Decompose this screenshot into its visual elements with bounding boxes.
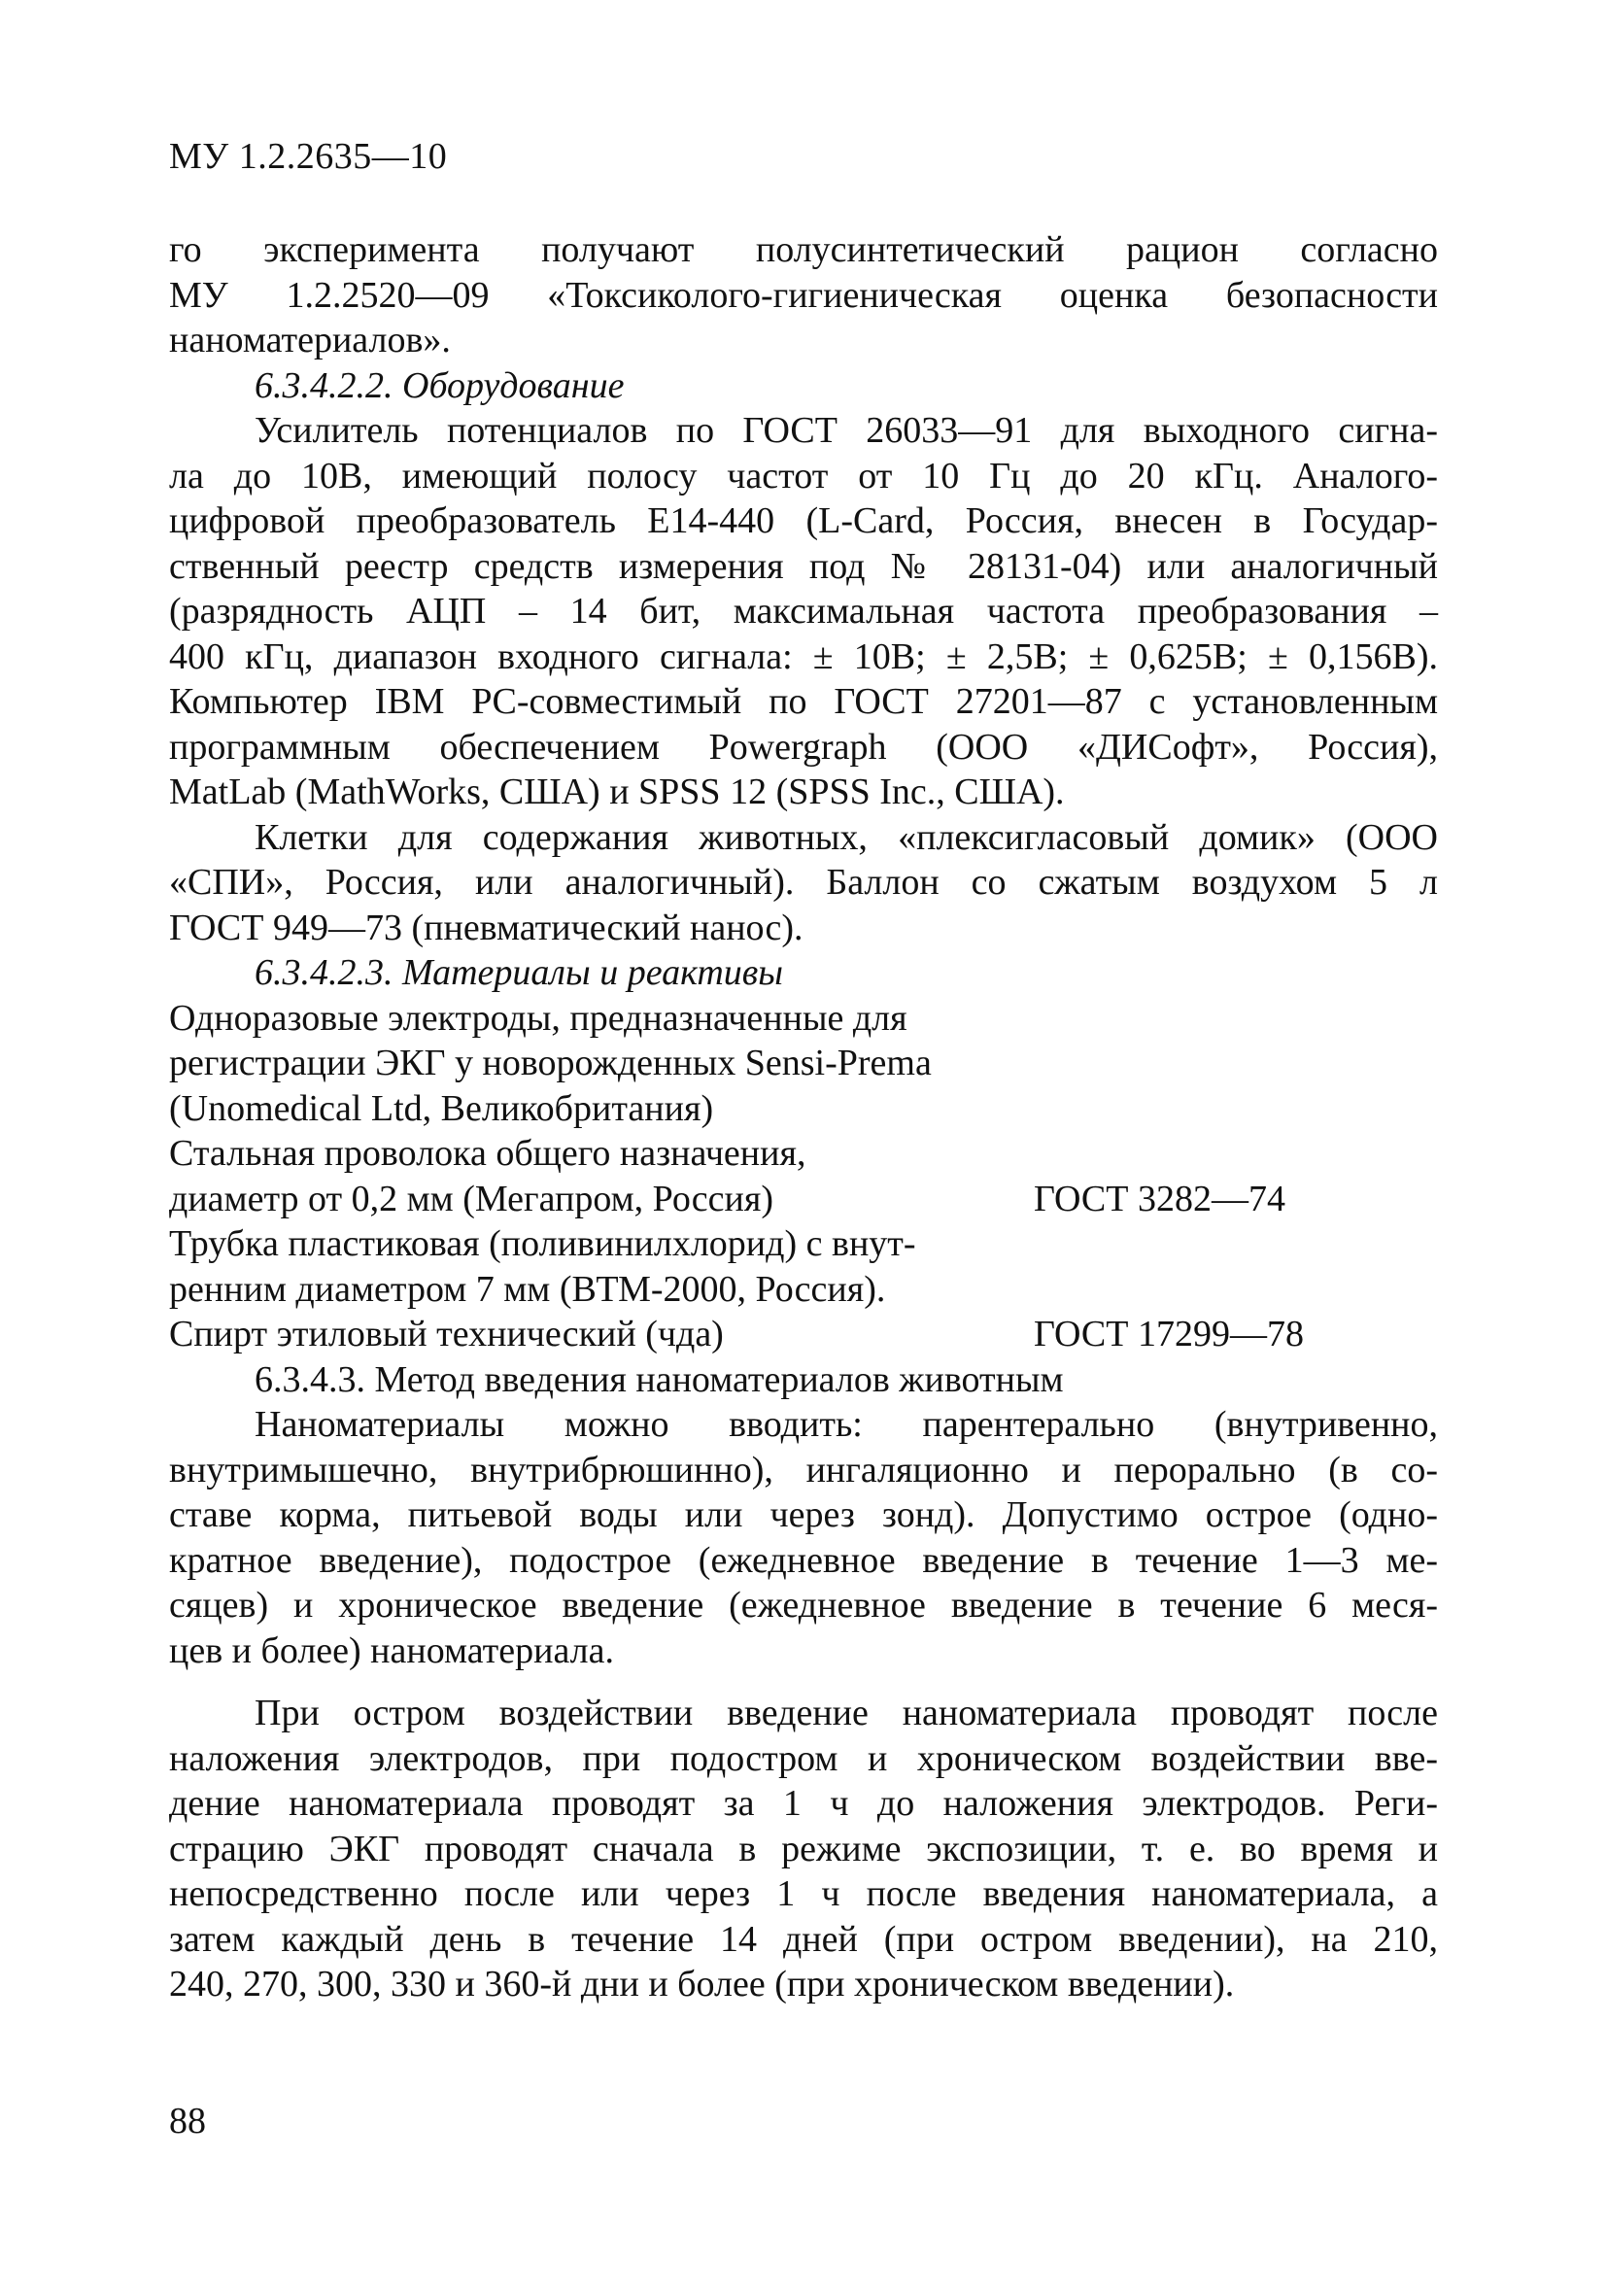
heading-method: 6.3.4.3. Метод введения наноматериалов животным: [255, 1358, 1064, 1400]
text-line: наложения электродов, при подостром и хроническом воздействии вве-: [169, 1737, 1438, 1779]
text-line: ла до 10В, имеющий полосу частот от 10 Гц до 20 кГц. Аналого-: [169, 455, 1438, 497]
text-line: непосредственно после или через 1 ч после введения наноматериала, а: [169, 1873, 1438, 1914]
material-text: Трубка пластиковая (поливинилхлорид) с внут-: [169, 1223, 916, 1264]
material-text: регистрации ЭКГ у новорожденных Sensi-Prema: [169, 1043, 932, 1083]
material-text: ренним диаметром 7 мм (ВТМ-2000, Россия).: [169, 1268, 886, 1310]
text-line: сяцев) и хроническое введение (ежедневное введение в течение 6 меся-: [169, 1585, 1438, 1626]
paragraph-method: [169, 1402, 1438, 1673]
text-line: страцию ЭКГ проводят сначала в режиме экспозиции, т. е. во время и: [169, 1828, 1438, 1869]
text-line: программным обеспечением Powergraph (ООО «ДИСофт», Россия),: [169, 726, 1438, 768]
text-line: При остром воздействии введение наноматериала проводят после: [255, 1693, 1438, 1733]
text-line: (разрядность АЦП – 14 бит, максимальная частота преобразования –: [169, 591, 1438, 632]
paragraph-acute: [169, 1691, 1438, 2007]
text-line: 400 кГц, диапазон входного сигнала: ± 10В; ± 2,5В; ± 0,625В; ± 0,156В).: [169, 635, 1438, 677]
paragraph-gap: [169, 1673, 1438, 1691]
document-body: [169, 227, 1438, 2007]
text-line: цев и более) наноматериала.: [169, 1629, 614, 1671]
materials-row: [169, 1131, 1438, 1177]
page-number: 88: [169, 2101, 206, 2142]
material-text: диаметр от 0,2 мм (Мегапром, Россия): [169, 1178, 773, 1219]
material-text: Спирт этиловый технический (чда): [169, 1314, 724, 1354]
text-line: кратное введение), подострое (ежедневное введение в течение 1—3 ме-: [169, 1539, 1438, 1581]
materials-list: [169, 996, 1438, 1357]
page-header: МУ 1.2.2635—10: [169, 136, 448, 177]
text-line: Усилитель потенциалов по ГОСТ 26033—91 для выходного сигна-: [255, 410, 1438, 451]
materials-row: [169, 1041, 1438, 1086]
materials-row: [169, 996, 1438, 1042]
text-line: MatLab (MathWorks, США) и SPSS 12 (SPSS Inc., США).: [169, 771, 1065, 812]
materials-row: [169, 1086, 1438, 1132]
text-line: затем каждый день в течение 14 дней (при остром введении), на 210,: [169, 1918, 1438, 1960]
material-standard: ГОСТ 3282—74: [1034, 1178, 1285, 1219]
material-standard: ГОСТ 17299—78: [1034, 1314, 1304, 1354]
materials-row: [169, 1221, 1438, 1267]
material-text: Стальная проволока общего назначения,: [169, 1133, 806, 1174]
text-line: Клетки для содержания животных, «плексигласовый домик» (ООО: [255, 816, 1438, 858]
text-line: цифровой преобразователь Е14-440 (L-Card, Россия, внесен в Государ-: [169, 500, 1438, 541]
materials-row: [169, 1312, 1438, 1357]
text-line: МУ 1.2.2520—09 «Токсиколого-гигиеническая оценка безопасности: [169, 274, 1438, 316]
text-line: Наноматериалы можно вводить: парентерально (внутривенно,: [255, 1404, 1438, 1445]
materials-row: [169, 1177, 1438, 1222]
text-line: 240, 270, 300, 330 и 360-й дни и более (при хроническом введении).: [169, 1964, 1235, 2005]
text-line: «СПИ», Россия, или аналогичный). Баллон со сжатым воздухом 5 л: [169, 862, 1438, 903]
text-line: внутримышечно, внутрибрюшинно), ингаляционно и перорально (в со-: [169, 1449, 1438, 1491]
material-text: (Unomedical Ltd, Великобритания): [169, 1087, 714, 1129]
text-line: ственный реестр средств измерения под № 28131-04) или аналогичный: [169, 545, 1438, 587]
text-line: Компьютер IBM PC-совместимый по ГОСТ 27201—87 с установленным: [169, 681, 1438, 722]
heading-equipment: 6.3.4.2.2. Оборудование: [255, 364, 625, 406]
text-line: го эксперимента получают полусинтетический рацион согласно: [169, 229, 1438, 270]
text-line: наноматериалов».: [169, 320, 451, 360]
text-line: ГОСТ 949—73 (пневматический нанос).: [169, 907, 804, 948]
text-line: ставе корма, питьевой воды или через зонд). Допустимо острое (одно-: [169, 1494, 1438, 1535]
paragraph-cages: [169, 815, 1438, 951]
heading-materials: 6.3.4.2.3. Материалы и реактивы: [255, 952, 784, 993]
text-line: дение наноматериала проводят за 1 ч до наложения электродов. Реги-: [169, 1783, 1438, 1824]
paragraph-equipment: [169, 408, 1438, 815]
paragraph-intro: [169, 227, 1438, 363]
materials-row: [169, 1267, 1438, 1313]
material-text: Одноразовые электроды, предназначенные для: [169, 997, 907, 1039]
